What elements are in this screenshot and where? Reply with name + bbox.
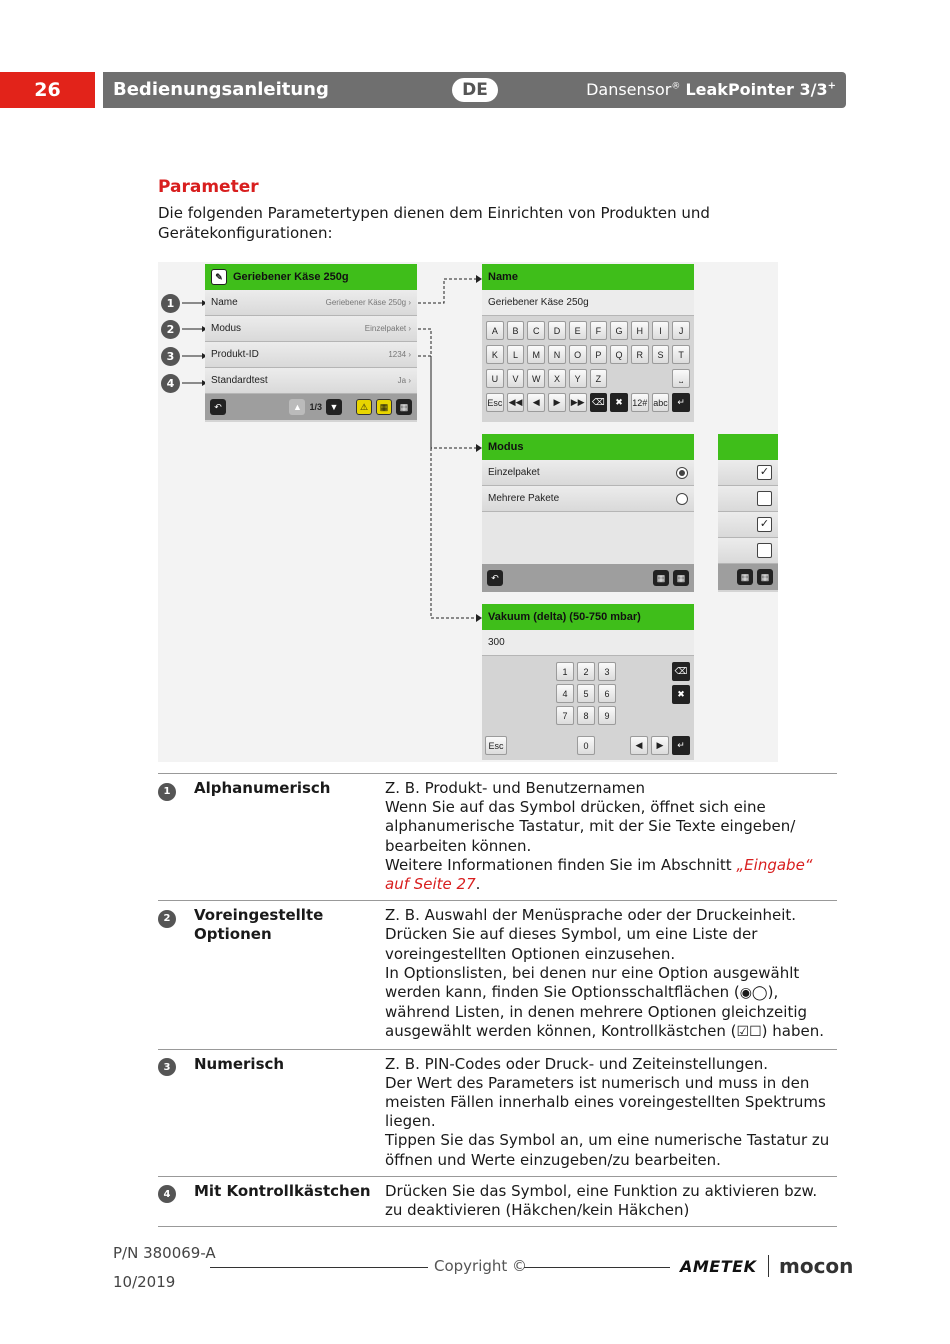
- radio-buttons-icon: ◉◯: [739, 985, 768, 1002]
- checkbox-toolbar: [718, 564, 778, 590]
- param-row-produkt-id[interactable]: Produkt-ID 1234 ›: [205, 342, 417, 368]
- key[interactable]: V: [507, 369, 525, 388]
- callout-3: 3: [161, 347, 180, 366]
- logo-separator: [768, 1255, 769, 1277]
- ametek-logo: AMETEK: [680, 1257, 757, 1276]
- menu-grid-icon[interactable]: ▦: [673, 570, 689, 586]
- part-number: P/N 380069-A: [113, 1244, 216, 1262]
- page-number: 26: [0, 72, 95, 108]
- key[interactable]: S: [652, 345, 670, 364]
- digit-key[interactable]: 1: [556, 662, 574, 681]
- key[interactable]: D: [548, 321, 566, 340]
- product-title: Geriebener Käse 250g: [233, 271, 349, 283]
- page-up-icon[interactable]: ▲: [289, 399, 305, 415]
- radio-unselected-icon[interactable]: [676, 493, 688, 505]
- mocon-logo: mocon: [779, 1254, 854, 1278]
- digit-key[interactable]: 7: [556, 706, 574, 725]
- mode-screen: [482, 434, 694, 592]
- row-label: Voreingestellte Optionen: [194, 906, 324, 944]
- row-number-badge: 1: [158, 783, 176, 801]
- esc-key[interactable]: Esc: [486, 393, 504, 412]
- esc-key[interactable]: Esc: [485, 736, 507, 755]
- checkbox-checked-icon[interactable]: ✓: [757, 465, 772, 480]
- parameter-figure: [158, 262, 778, 762]
- key[interactable]: N: [548, 345, 566, 364]
- letters-key[interactable]: abc: [652, 393, 670, 412]
- right-arrow-icon[interactable]: ▶: [548, 393, 566, 412]
- document-date: 10/2019: [113, 1273, 176, 1291]
- warning-icon[interactable]: ⚠: [356, 399, 372, 415]
- key[interactable]: K: [486, 345, 504, 364]
- clear-icon[interactable]: ✖: [672, 685, 690, 704]
- key[interactable]: C: [527, 321, 545, 340]
- key[interactable]: O: [569, 345, 587, 364]
- name-input[interactable]: Geriebener Käse 250g: [482, 290, 694, 316]
- key[interactable]: B: [507, 321, 525, 340]
- vacuum-screen-title: Vakuum (delta) (50-750 mbar): [482, 604, 694, 630]
- keyboard-bottom-row: [482, 388, 694, 412]
- key[interactable]: W: [527, 369, 545, 388]
- row-description: Drücken Sie das Symbol, eine Funktion zu aktivieren bzw. zu deaktivieren (Häkchen/kein Häkchen): [385, 1181, 818, 1220]
- menu-grid-icon[interactable]: ▦: [396, 399, 412, 415]
- intro-text: Die folgenden Parametertypen dienen dem Einrichten von Produkten und Gerätekonfigurationen:: [158, 204, 710, 242]
- table-row: [158, 901, 837, 1049]
- option-einzelpaket[interactable]: Einzelpaket: [482, 460, 694, 486]
- digit-grid: [556, 662, 616, 725]
- key[interactable]: A: [486, 321, 504, 340]
- backspace-icon[interactable]: ⌫: [590, 393, 608, 412]
- digit-key[interactable]: 9: [598, 706, 616, 725]
- mode-toolbar: [482, 564, 694, 592]
- checkbox-strip: [718, 434, 778, 592]
- edit-icon[interactable]: ✎: [211, 269, 227, 285]
- checkboxes-icon: ☑☐: [736, 1024, 762, 1041]
- key[interactable]: I: [652, 321, 670, 340]
- checkbox-unchecked-icon[interactable]: [757, 543, 772, 558]
- key[interactable]: M: [527, 345, 545, 364]
- page-indicator: 1/3: [309, 402, 322, 412]
- key[interactable]: Q: [610, 345, 628, 364]
- digit-key[interactable]: 4: [556, 684, 574, 703]
- numeric-keypad-icon[interactable]: ▦: [737, 569, 753, 585]
- checkbox-row[interactable]: [718, 512, 778, 538]
- header-bar: [103, 72, 846, 108]
- checkbox-strip-header: [718, 434, 778, 460]
- key[interactable]: R: [631, 345, 649, 364]
- section-title: Parameter: [158, 177, 259, 197]
- key[interactable]: X: [548, 369, 566, 388]
- manual-title: Bedienungsanleitung: [113, 79, 329, 100]
- row-description: Z. B. Produkt- und Benutzernamen Wenn Sie auf das Symbol drücken, öffnet sich eine alphanumerische Tastatur, mit der Sie Texte eingeben/ bearbeiten können. Weitere Informationen finden Sie im Abschnitt „Eingabe“ auf Seite 27.: [385, 779, 813, 894]
- space-key[interactable]: ⎵: [672, 369, 690, 388]
- vacuum-screen: [482, 604, 694, 760]
- menu-grid-icon[interactable]: ▦: [757, 569, 773, 585]
- row-label: Numerisch: [194, 1054, 285, 1073]
- digit-key[interactable]: 3: [598, 662, 616, 681]
- table-row: [158, 774, 837, 901]
- param-row-modus[interactable]: Modus Einzelpaket ›: [205, 316, 417, 342]
- row-number-badge: 3: [158, 1058, 176, 1076]
- radio-selected-icon[interactable]: [676, 467, 688, 479]
- key[interactable]: P: [590, 345, 608, 364]
- key[interactable]: L: [507, 345, 525, 364]
- language-badge: DE: [452, 78, 498, 102]
- home-icon[interactable]: ◀◀: [507, 393, 525, 412]
- key[interactable]: E: [569, 321, 587, 340]
- digit-key[interactable]: 8: [577, 706, 595, 725]
- right-arrow-icon[interactable]: ▶: [651, 736, 669, 755]
- back-icon[interactable]: ↶: [487, 570, 503, 586]
- back-icon[interactable]: ↶: [210, 399, 226, 415]
- copyright: Copyright ©: [434, 1257, 528, 1275]
- key[interactable]: F: [590, 321, 608, 340]
- checkbox-row[interactable]: [718, 538, 778, 564]
- option-mehrere-pakete[interactable]: Mehrere Pakete: [482, 486, 694, 512]
- checkbox-row[interactable]: [718, 486, 778, 512]
- page-link[interactable]: „Eingabe“ auf Seite 27: [385, 855, 813, 894]
- parameter-table: [158, 773, 837, 1227]
- name-screen-title: Name: [482, 264, 694, 290]
- vacuum-input[interactable]: 300: [482, 630, 694, 656]
- clear-icon[interactable]: ✖: [610, 393, 628, 412]
- row-number-badge: 4: [158, 1185, 176, 1203]
- numeric-keypad-icon[interactable]: ▦: [376, 399, 392, 415]
- callout-2: 2: [161, 320, 180, 339]
- checkbox-row[interactable]: [718, 460, 778, 486]
- key[interactable]: G: [610, 321, 628, 340]
- row-description: Z. B. PIN-Codes oder Druck- und Zeiteinstellungen. Der Wert des Parameters ist numerisch und muss in den meisten Fällen innerhalb eines voreingestellten Spektrums liegen. Tippen Sie das Symbol an, um eine numerische Tastatur zu öffnen und Werte einzugeben/zu bearbeiten.: [385, 1054, 830, 1169]
- table-row: [158, 1177, 837, 1227]
- key[interactable]: Z: [590, 369, 608, 388]
- key[interactable]: T: [672, 345, 690, 364]
- left-arrow-icon[interactable]: ◀: [527, 393, 545, 412]
- numeric-keypad-icon[interactable]: ▦: [653, 570, 669, 586]
- callout-4: 4: [161, 374, 180, 393]
- product-screen-header: [205, 264, 417, 290]
- checkbox-checked-icon[interactable]: ✓: [757, 517, 772, 532]
- param-row-standardtest[interactable]: Standardtest Ja ›: [205, 368, 417, 394]
- keyboard-row-1: [482, 316, 694, 340]
- product-name: Dansensor® LeakPointer 3/3+: [586, 80, 836, 99]
- table-row: [158, 1050, 837, 1177]
- symbols-key[interactable]: 12#: [631, 393, 649, 412]
- footer-divider: [210, 1267, 428, 1268]
- callout-1: 1: [161, 294, 180, 313]
- end-icon[interactable]: ▶▶: [569, 393, 587, 412]
- footer-divider: [524, 1267, 670, 1268]
- param-row-name[interactable]: Name Geriebener Käse 250g ›: [205, 290, 417, 316]
- page-down-icon[interactable]: ▼: [326, 399, 342, 415]
- digit-key[interactable]: 5: [577, 684, 595, 703]
- key[interactable]: Y: [569, 369, 587, 388]
- backspace-icon[interactable]: ⌫: [672, 662, 690, 681]
- digit-key-zero[interactable]: 0: [577, 736, 595, 755]
- numeric-keypad: [482, 656, 694, 759]
- digit-key[interactable]: 6: [598, 684, 616, 703]
- row-description: Z. B. Auswahl der Menüsprache oder der Druckeinheit. Drücken Sie auf dieses Symbol, um eine Liste der voreingestellten Optionen einzusehen. In Optionslisten, bei denen nur eine Option ausgewählt werden kann, finden Sie Optionsschaltflächen (◉◯), während Listen, in denen mehrere Optionen gleichzeitig ausgewählt werden können, Kontrollkästchen (☑☐) haben.: [385, 906, 824, 1041]
- empty-list-area: [482, 512, 694, 564]
- mode-screen-title: Modus: [482, 434, 694, 460]
- row-number-badge: 2: [158, 910, 176, 928]
- enter-icon[interactable]: ↵: [672, 736, 690, 755]
- key[interactable]: U: [486, 369, 504, 388]
- product-screen: [205, 264, 417, 422]
- name-screen: [482, 264, 694, 422]
- left-arrow-icon[interactable]: ◀: [630, 736, 648, 755]
- keyboard-row-3: [482, 364, 694, 388]
- digit-key[interactable]: 2: [577, 662, 595, 681]
- row-label: Mit Kontrollkästchen: [194, 1181, 371, 1200]
- key[interactable]: H: [631, 321, 649, 340]
- checkbox-unchecked-icon[interactable]: [757, 491, 772, 506]
- key[interactable]: J: [672, 321, 690, 340]
- product-toolbar: [205, 394, 417, 420]
- keyboard-row-2: [482, 340, 694, 364]
- row-label: Alphanumerisch: [194, 779, 331, 797]
- enter-icon[interactable]: ↵: [672, 393, 690, 412]
